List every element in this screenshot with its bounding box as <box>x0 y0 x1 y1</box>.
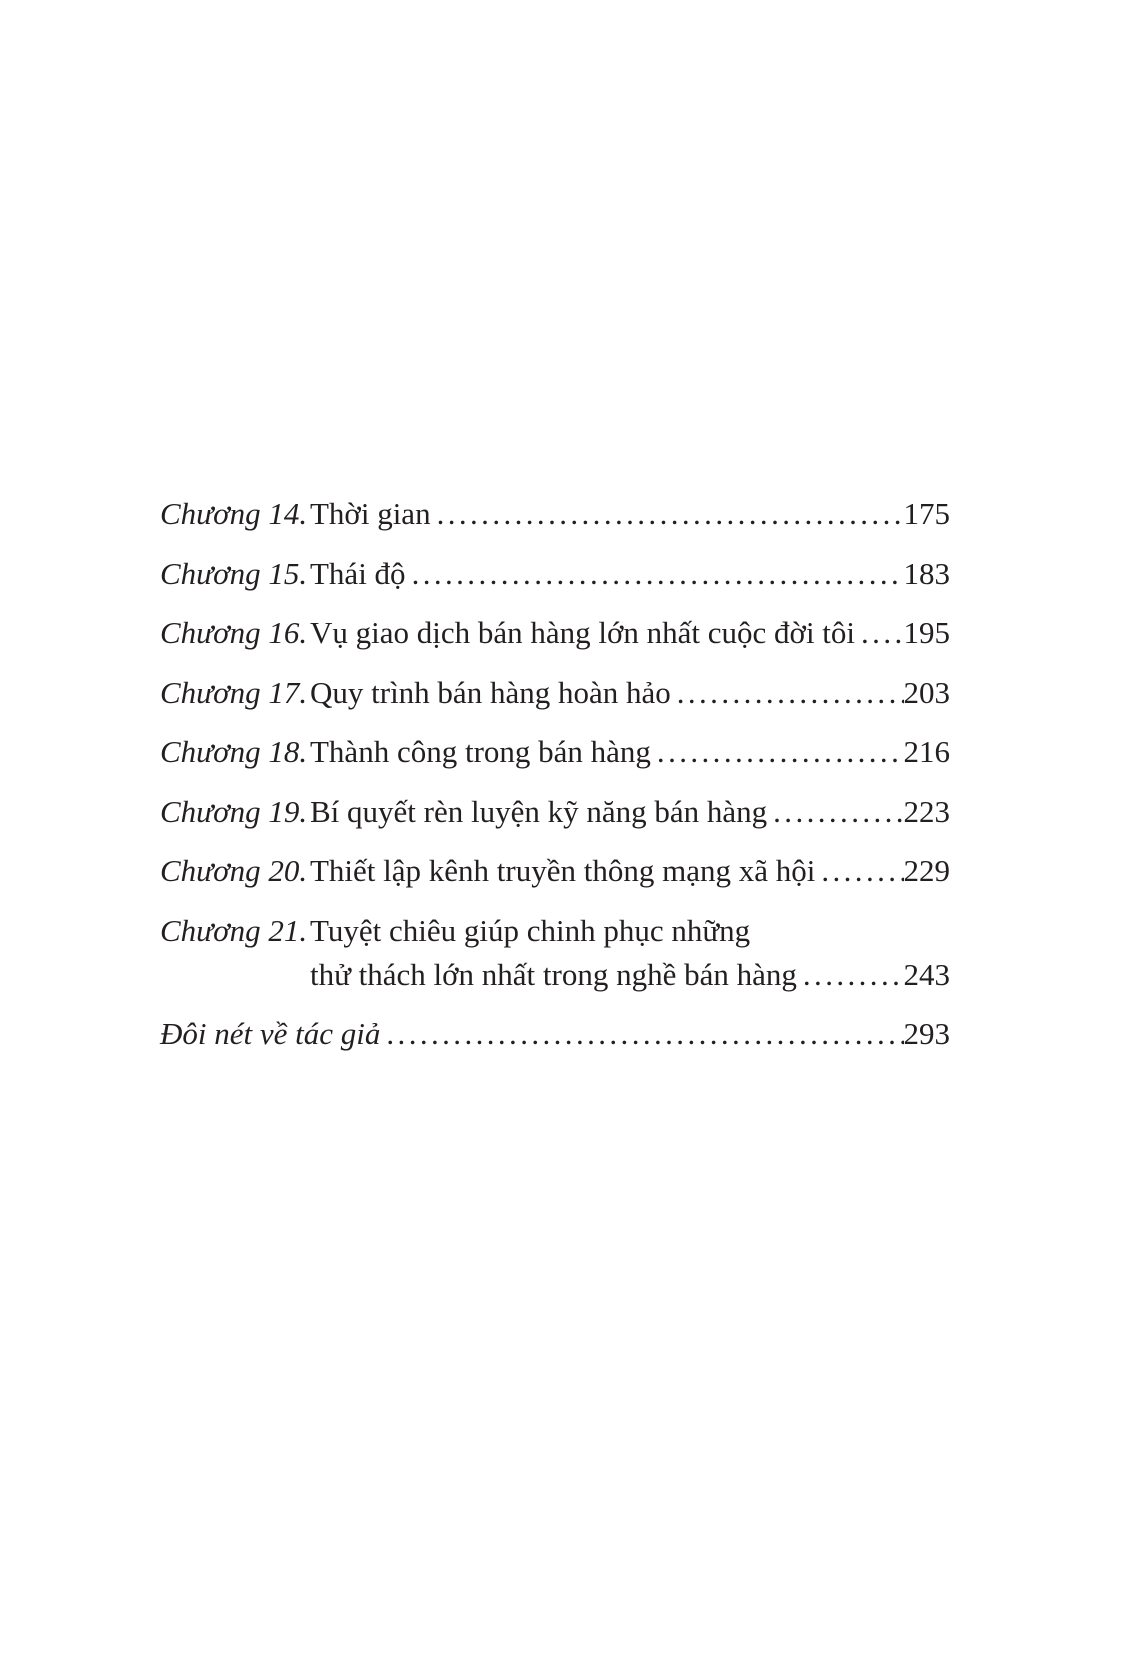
toc-entry-chapter-15 <box>160 552 950 596</box>
about-author-title: Đôi nét về tác giả <box>160 1016 381 1051</box>
dot-leader <box>406 552 904 596</box>
chapter-label: Chương 17. <box>160 674 308 710</box>
entry-title-wrap <box>310 953 950 997</box>
toc-entry-about-author <box>160 1012 950 1056</box>
chapter-title: Thời gian <box>310 496 431 531</box>
dot-leader <box>797 953 904 997</box>
page-number: 175 <box>903 496 950 531</box>
chapter-label: Chương 20. <box>160 853 308 888</box>
chapter-title: Bí quyết rèn luyện kỹ năng bán hàng <box>310 793 768 829</box>
toc-entry-chapter-19 <box>160 790 950 834</box>
page-number: 195 <box>903 615 950 650</box>
chapter-label: Chương 15. <box>160 555 308 591</box>
dot-leader <box>855 611 903 655</box>
dot-leader <box>767 790 903 834</box>
chapter-label: Chương 21. <box>160 912 308 948</box>
entry-line-two <box>160 953 950 997</box>
page-number: 293 <box>903 1016 950 1051</box>
toc-entry-chapter-18 <box>160 730 950 774</box>
chapter-title: Thiết lập kênh truyền thông mạng xã hội <box>310 853 816 888</box>
chapter-label: Chương 14. <box>160 496 308 531</box>
chapter-label: Chương 18. <box>160 734 308 769</box>
entry-line-one <box>160 909 950 953</box>
page-number: 243 <box>903 956 950 992</box>
toc-entry-chapter-14 <box>160 492 950 536</box>
entry-title-wrap <box>310 492 950 536</box>
chapter-label: Chương 16. <box>160 615 308 650</box>
entry-title-wrap <box>310 611 950 655</box>
entry-title-wrap <box>310 671 950 715</box>
entry-title-wrap <box>310 730 950 774</box>
chapter-title: Vụ giao dịch bán hàng lớn nhất cuộc đời tôi <box>310 615 856 650</box>
chapter-title: Quy trình bán hàng hoàn hảo <box>310 674 671 710</box>
page-number: 223 <box>903 793 950 829</box>
page-number: 229 <box>903 853 950 888</box>
dot-leader <box>380 1012 903 1056</box>
toc-entry-chapter-17 <box>160 671 950 715</box>
toc-entry-chapter-20 <box>160 849 950 893</box>
page-number: 183 <box>903 555 950 591</box>
dot-leader <box>671 671 904 715</box>
dot-leader <box>815 849 903 893</box>
chapter-title-line-1: Tuyệt chiêu giúp chinh phục những <box>310 912 751 948</box>
chapter-title: Thái độ <box>310 555 406 591</box>
entry-title-wrap <box>160 1012 950 1056</box>
chapter-title: Thành công trong bán hàng <box>310 734 651 769</box>
chapter-title-line-2: thử thách lớn nhất trong nghề bán hàng <box>310 956 797 992</box>
toc-entry-chapter-21 <box>160 909 950 997</box>
dot-leader <box>431 492 904 536</box>
table-of-contents <box>160 492 950 1072</box>
toc-entry-chapter-16 <box>160 611 950 655</box>
entry-title-wrap <box>310 849 950 893</box>
entry-title-wrap <box>310 790 950 834</box>
dot-leader <box>651 730 904 774</box>
entry-title-wrap <box>310 552 950 596</box>
page-number: 203 <box>903 674 950 710</box>
chapter-label: Chương 19. <box>160 793 308 829</box>
page-number: 216 <box>903 734 950 769</box>
